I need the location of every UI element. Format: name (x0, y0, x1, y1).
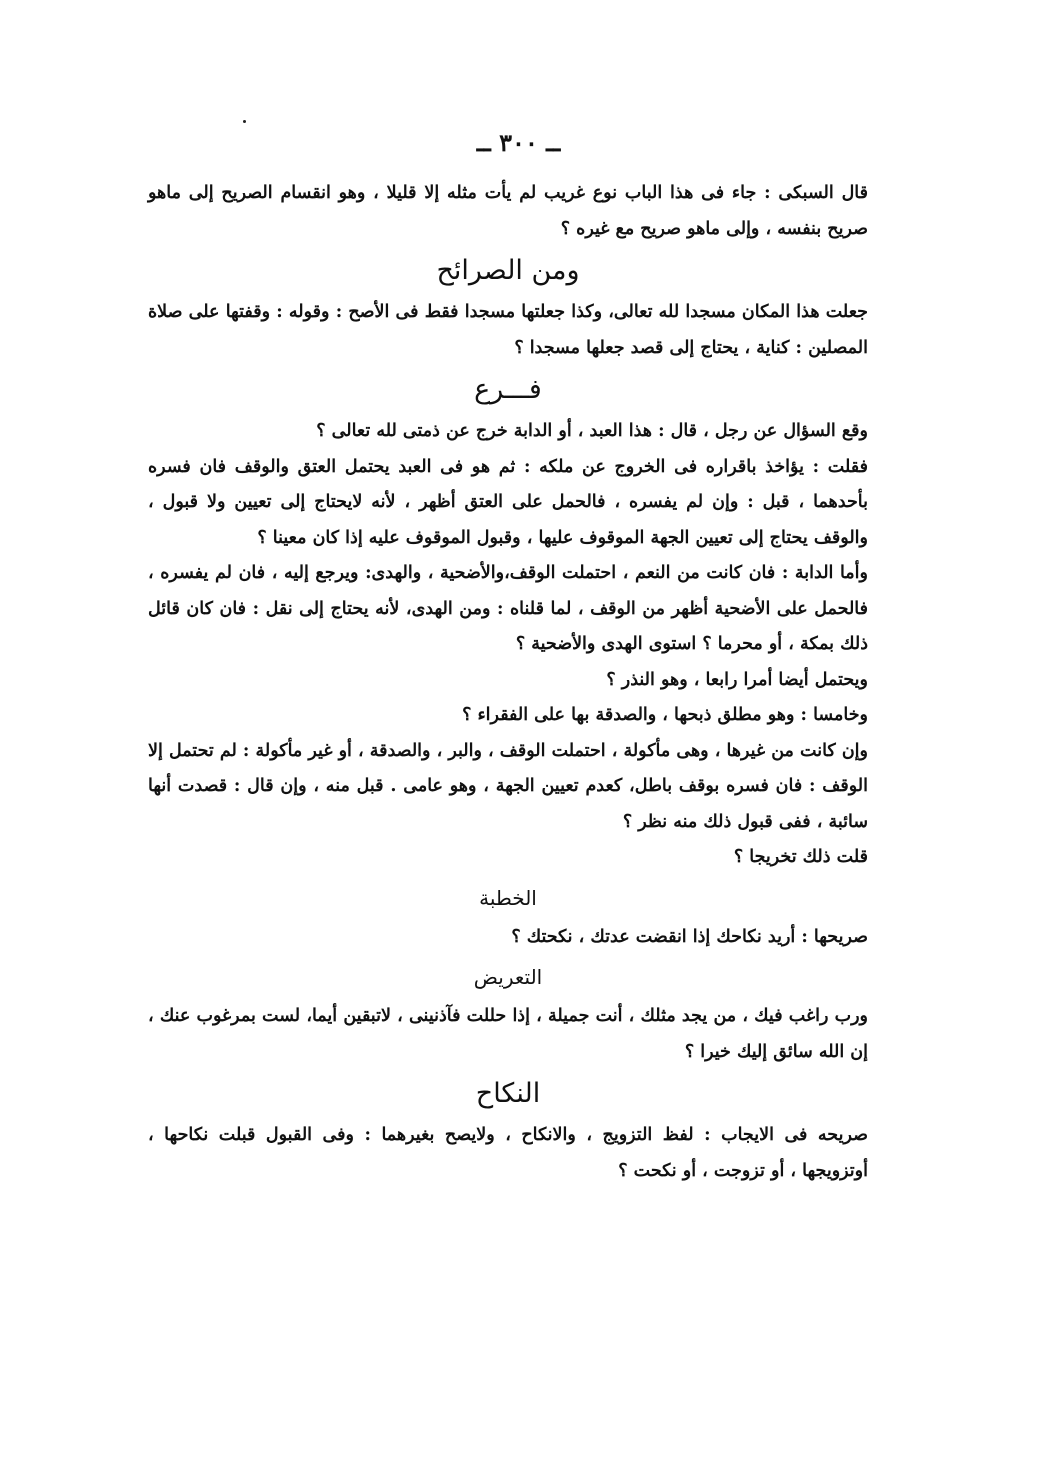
paragraph-tarid: ورب راغب فيك ، من يجد مثلك ، أنت جميلة ، إذا حللت فآذنينى ، لاتبقين أيما، لست بمرغوب عنك ، إن الله سائق إليك خيرا ؟ (148, 1006, 868, 1062)
paragraph-ghayriha: وإن كانت من غيرها ، وهى مأكولة ، احتملت الوقف ، والبر ، والصدقة ، أو غير مأكولة : لم تحتمل إلا الوقف : فان فسره بوقف باطل، كعدم تعيين الجهة ، وهو عامى . قبل منه ، وإن قال : قصدت أنها سائبة ، ففى قبول ذلك منه نظر ؟ (148, 740, 868, 832)
paragraph-khamis: وخامسا : وهو مطلق ذبحها ، والصدقة بها على الفقراء ؟ (462, 705, 868, 725)
heading-nikah: النكاح (475, 1078, 541, 1109)
paragraph-answer: فقلت : يؤاخذ باقراره فى الخروج عن ملكه : ثم هو فى العبد يحتمل العتق والوقف فان فسره بأحدهما ، قبل : وإن لم يفسره ، فالحمل على العتق أظهر ، لأنه لايحتاج إلى تعيين ولا قبول ، والوقف يحتاج إلى تعيين الجهة الموقوف عليها ، وقبول الموقوف عليه إذا كان معينا ؟ (148, 456, 868, 548)
paragraph-nikah: صريحه فى الايجاب : لفظ التزويج ، والانكاح ، ولايصح بغيرهما : وفى القبول قبلت نكاحها ، أوتزويجها ، أو تزوجت ، أو نكحت ؟ (148, 1125, 868, 1181)
paragraph-question: وقع السؤال عن رجل ، قال : هذا العبد ، أو الدابة خرج عن ذمتى لله تعالى ؟ (316, 421, 868, 441)
heading-khitba: الخطبة (479, 885, 537, 910)
ink-speck (243, 120, 246, 123)
page-body (148, 176, 868, 1189)
page-number: ــ ٣٠٠ ــ (476, 128, 561, 157)
paragraph-masjid: جعلت هذا المكان مسجدا لله تعالى، وكذا جعلتها مسجدا فقط فى الأصح : وقوله : وقفتها على صلاة المصلين : كناية ، يحتاج إلى قصد جعلها مسجدا ؟ (148, 302, 868, 358)
heading-sarih: ومن الصرائح (436, 255, 580, 286)
paragraph-rabi: ويحتمل أيضا أمرا رابعا ، وهو النذر ؟ (606, 669, 868, 690)
paragraph-khitba: صريحها : أريد نكاحك إذا انقضت عدتك ، نكحتك ؟ (511, 926, 868, 947)
paragraph-takhrij: قلت ذلك تخريجا ؟ (733, 847, 868, 867)
heading-tarid: التعريض (473, 965, 543, 989)
paragraph-dabba: وأما الدابة : فان كانت من النعم ، احتملت الوقف،والأضحية ، والهدى: ويرجع إليه ، فان لم يفسره ، فالحمل على الأضحية أظهر من الوقف ، لما قلناه : ومن الهدى، لأنه يحتاج إلى نقل : فان كان قائل ذلك بمكة ، أو محرما ؟ استوى الهدى والأضحية ؟ (148, 563, 868, 654)
heading-far: فـــرع (474, 374, 542, 405)
paragraph-subki: قال السبكى : جاء فى هذا الباب نوع غريب لم يأت مثله إلا قليلا ، وهو انقسام الصريح إلى ماهو صريح بنفسه ، وإلى ماهو صريح مع غيره ؟ (148, 183, 868, 239)
